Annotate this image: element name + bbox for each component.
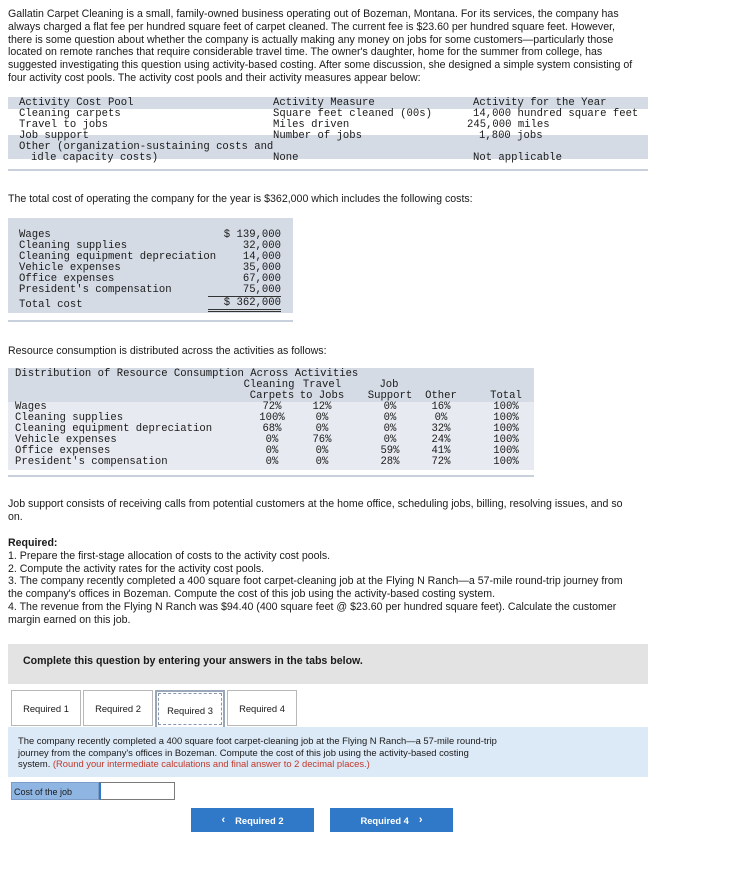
- required-heading: Required:: [8, 537, 58, 549]
- col-header: Cleaning: [243, 379, 295, 391]
- distribution-cell: 28%: [380, 456, 400, 468]
- cost-value: $ 139,000: [223, 229, 281, 241]
- distribution-cell: 0%: [434, 412, 448, 424]
- distribution-cell: 0%: [265, 434, 279, 446]
- cost-of-job-label: Cost of the job: [11, 782, 99, 800]
- tab-required-4[interactable]: Required 4: [227, 690, 297, 726]
- total-cost-text: The total cost of operating the company for the year is $362,000 which includes the following costs:: [8, 193, 473, 205]
- distribution-cell: 24%: [431, 434, 451, 446]
- distribution-cell: 0%: [315, 423, 329, 435]
- question-panel: [8, 727, 648, 777]
- pool-name: Other (organization-sustaining costs and: [19, 141, 274, 153]
- total-cost-label: Total cost: [19, 299, 83, 311]
- question-line: The company recently completed a 400 square foot carpet-cleaning job at the Flying N Ranch—a 57-mile round-trip: [18, 735, 497, 746]
- intro-line: there is some question about whether the company is actually making any money on jobs for some customers—particularly those: [8, 33, 614, 46]
- distribution-cell: 100%: [493, 423, 519, 435]
- distribution-cell: 100%: [259, 412, 285, 424]
- distribution-cell: 100%: [493, 401, 519, 413]
- instructions-text: Complete this question by entering your answers in the tabs below.: [23, 655, 363, 667]
- pool-measure: Number of jobs: [273, 130, 363, 142]
- cost-value: 14,000: [242, 251, 281, 263]
- required-section: [8, 537, 730, 627]
- distribution-cell: 68%: [262, 423, 282, 435]
- cost-value: 35,000: [242, 262, 281, 274]
- required-item: 3. The company recently completed a 400 square foot carpet-cleaning job at the Flying N Ranch—a 57-mile round-trip journey from: [8, 575, 623, 588]
- job-support-text: [8, 498, 730, 524]
- pool-name: Job support: [19, 130, 89, 142]
- distribution-cell: 100%: [493, 412, 519, 424]
- job-support-line: Job support consists of receiving calls from potential customers at the home office, scheduling jobs, billing, resolving issues, and so: [8, 498, 623, 510]
- required-item: margin earned on this job.: [8, 613, 131, 626]
- pool-activity: 245,000 miles: [467, 119, 550, 131]
- distribution-row-label: Cleaning equipment depreciation: [15, 423, 213, 435]
- col-header: Job: [379, 379, 399, 391]
- col-header: Travel: [302, 379, 342, 391]
- total-cost-value: $ 362,000: [208, 298, 281, 312]
- required-item: 2. Compute the activity rates for the activity cost pools.: [8, 562, 265, 575]
- measure-header: Activity Measure: [273, 97, 375, 109]
- required-item: 1. Prepare the first-stage allocation of costs to the activity cost pools.: [8, 549, 331, 562]
- pool-name-cont: idle capacity costs): [31, 152, 159, 164]
- distribution-cell: 100%: [493, 445, 519, 457]
- tab-required-2[interactable]: Required 2: [83, 690, 153, 726]
- distribution-cell: 100%: [493, 434, 519, 446]
- activity-pools-table: [8, 97, 648, 177]
- pool-measure: Square feet cleaned (00s): [273, 108, 432, 120]
- resource-text: Resource consumption is distributed across the activities as follows:: [8, 345, 327, 357]
- distribution-title: Distribution of Resource Consumption Across Activities: [15, 368, 359, 380]
- col-header: Other: [425, 390, 457, 402]
- instructions-banner: [8, 644, 648, 684]
- next-required-button[interactable]: [330, 808, 453, 832]
- cost-label: Wages: [19, 229, 51, 241]
- costs-table: [8, 218, 293, 328]
- intro-line: Gallatin Carpet Cleaning is a small, family-owned business operating out of Bozeman, Montana. For its services, the company has: [8, 8, 619, 20]
- cost-of-job-input[interactable]: [99, 782, 175, 800]
- distribution-table: [8, 368, 534, 482]
- distribution-cell: 12%: [312, 401, 332, 413]
- pool-measure: Miles driven: [273, 119, 350, 131]
- cost-value: 75,000: [208, 285, 281, 297]
- intro-paragraph: [8, 8, 730, 85]
- distribution-row-label: Wages: [15, 401, 47, 413]
- distribution-row-label: Cleaning supplies: [15, 412, 124, 424]
- cost-value: 67,000: [242, 273, 281, 285]
- distribution-cell: 0%: [265, 445, 279, 457]
- cost-label: Vehicle expenses: [19, 262, 121, 274]
- cost-label: Cleaning supplies: [19, 240, 128, 252]
- required-item: 4. The revenue from the Flying N Ranch was $94.40 (400 square feet @ $23.60 per hundred square feet). Calculate the customer: [8, 600, 617, 613]
- distribution-cell: 16%: [431, 401, 451, 413]
- prev-required-button[interactable]: [191, 808, 314, 832]
- question-line: journey from the company's offices in Bozeman. Compute the cost of this job using the activity-based costing: [18, 746, 469, 758]
- question-line: [18, 758, 638, 770]
- answer-row: [11, 782, 176, 800]
- distribution-cell: 41%: [431, 445, 451, 457]
- tab-required-1[interactable]: Required 1: [11, 690, 81, 726]
- distribution-cell: 0%: [383, 434, 397, 446]
- distribution-row-label: Office expenses: [15, 445, 111, 457]
- cost-label: President's compensation: [19, 284, 172, 296]
- distribution-cell: 0%: [315, 412, 329, 424]
- distribution-cell: 32%: [431, 423, 451, 435]
- activity-header: Activity for the Year: [473, 97, 607, 109]
- pool-name: Travel to jobs: [19, 119, 109, 131]
- pool-activity: 14,000 hundred square feet: [473, 108, 639, 120]
- cost-label: Cleaning equipment depreciation: [19, 251, 217, 263]
- distribution-cell: 0%: [315, 445, 329, 457]
- distribution-cell: 0%: [383, 423, 397, 435]
- job-support-line: on.: [8, 510, 23, 523]
- distribution-row-label: President's compensation: [15, 456, 168, 468]
- distribution-cell: 72%: [431, 456, 451, 468]
- distribution-cell: 0%: [383, 401, 397, 413]
- intro-line: always charged a flat fee per hundred square feet of carpet cleaned. The current fee is $23.60 per hundred square feet. However,: [8, 20, 615, 33]
- chevron-left-icon: ‹: [221, 814, 226, 826]
- intro-line: four activity cost pools. The activity cost pools and their activity measures appear below:: [8, 71, 421, 84]
- cost-label: Office expenses: [19, 273, 115, 285]
- pool-activity: 1,800 jobs: [479, 130, 543, 142]
- prev-button-label: Required 2: [235, 814, 284, 826]
- next-button-label: Required 4: [360, 814, 409, 826]
- distribution-cell: 0%: [383, 412, 397, 424]
- intro-line: located on remote ranches that require considerable travel time. The owner's daughter, home for the summer from college, has: [8, 46, 603, 59]
- distribution-cell: 0%: [315, 456, 329, 468]
- tab-required-3[interactable]: Required 3: [155, 690, 225, 728]
- pool-header: Activity Cost Pool: [19, 97, 134, 109]
- distribution-cell: 59%: [380, 445, 400, 457]
- col-header: Support: [367, 390, 413, 402]
- distribution-cell: 72%: [262, 401, 282, 413]
- rounding-instruction: (Round your intermediate calculations and final answer to 2 decimal places.): [52, 758, 370, 769]
- col-header: to Jobs: [299, 390, 345, 402]
- distribution-cell: 76%: [312, 434, 332, 446]
- required-item: the company's offices in Bozeman. Compute the cost of this job using the activity-based costing system.: [8, 588, 496, 601]
- question-text: system.: [18, 758, 53, 769]
- pool-measure: None: [273, 152, 299, 164]
- col-header: Carpets: [249, 390, 295, 402]
- intro-line: suggested investigating this question using activity-based costing. After some discussion, she designed a simple system consisting of: [8, 59, 633, 72]
- chevron-right-icon: ›: [418, 814, 423, 826]
- distribution-row-label: Vehicle expenses: [15, 434, 117, 446]
- col-header: Total: [490, 390, 522, 402]
- cost-value: 32,000: [242, 240, 281, 252]
- pool-activity: Not applicable: [473, 152, 563, 164]
- distribution-cell: 100%: [493, 456, 519, 468]
- distribution-cell: 0%: [265, 456, 279, 468]
- pool-name: Cleaning carpets: [19, 108, 121, 120]
